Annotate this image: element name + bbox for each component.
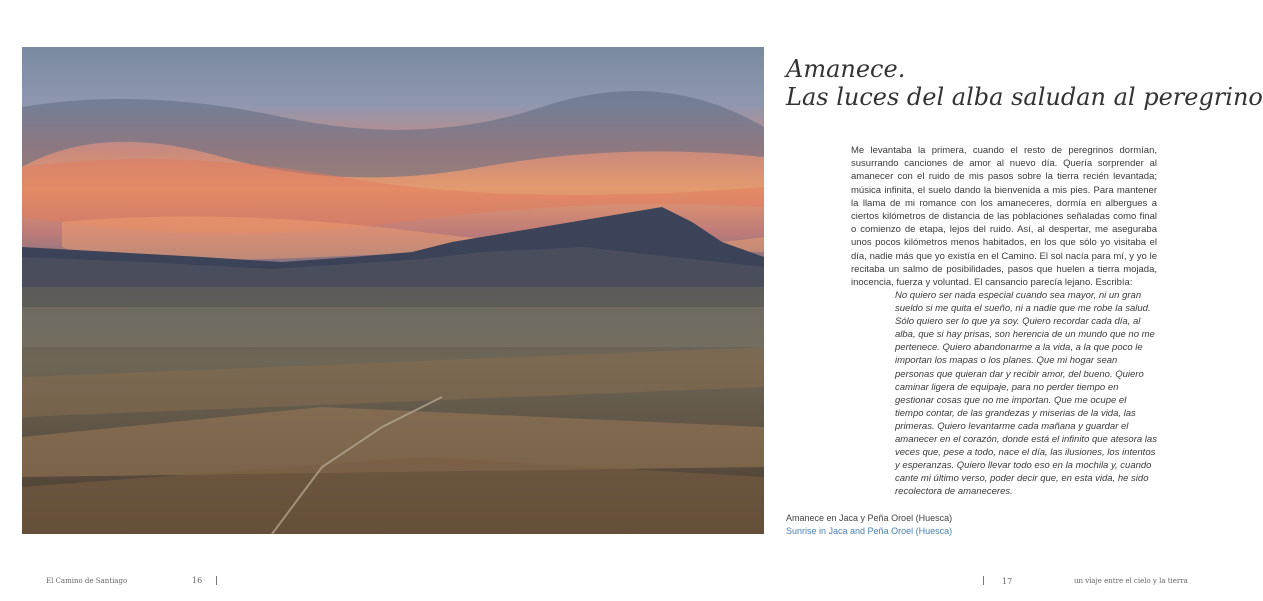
quoted-passage: No quiero ser nada especial cuando sea mayor, ni un gran sueldo si me quita el sueño, ni a nadie que me robe la salud. Sólo quiero ser lo que ya soy. Quiero recordar cada día, al alba, que si hay prisas, son herencia de un mundo que no me pertenece. Quiero abandonarme a la vida, a la que poco le importan los mapas o los planes. Que mi hogar sean personas que quieran dar y recibir amor, del bueno. Quiero caminar ligera de equipaje, para no perder tiempo en gestionar cosas que no me importan. Que me ocupe el tiempo contar, de las grandezas y miserias de la vida, las primeras. Quiero levantarme cada mañana y guardar el amanecer en el corazón, donde está el infinito que atesora las veces que, pese a todo, nace el día, las ilusiones, los intentos y esperanzas. Quiero llevar todo eso en la mochila y, cuando cante mi último verso, poder decir que, en esta vida, he sido recolectora de amaneceres. <box>895 290 1157 498</box>
landscape-photo <box>22 47 764 534</box>
body-paragraph: Me levantaba la primera, cuando el resto de peregrinos dormían, susurrando canciones de amor al nuevo día. Quería sorprender al amanecer con el ruido de mis pasos sobre la tierra recién levantada; música infinita, el suelo dando la bienvenida a mis pies. Para mantener la llama de mi romance con los amaneceres, dormía en albergues a ciertos kilómetros de distancia de las poblaciones señaladas como final o comienzo de etapa, lejos del ruido. Así, al despertar, me aseguraba unos pocos kilómetros menos habitados, en los que sólo yo visitaba el día, nadie más que yo existía en el Camino. El sol nacía para mí, y yo le recitaba un salmo de posibilidades, pasos que huelen a tierra mojada, inocencia, fuerza y voluntad. El cansancio parecía lejano. Escribía: <box>851 145 1157 289</box>
page-number-right: 17 <box>1002 577 1013 586</box>
heading-line-2: Las luces del alba saludan al peregrino <box>786 83 1263 111</box>
photo-caption <box>786 512 952 538</box>
page-number-left: 16 <box>192 576 203 585</box>
footer-book-title: El Camino de Santiago <box>46 577 128 585</box>
caption-spanish: Amanece en Jaca y Peña Oroel (Huesca) <box>786 513 953 523</box>
caption-english: Sunrise in Jaca and Peña Oroel (Huesca) <box>786 526 953 536</box>
chapter-heading <box>786 55 1263 111</box>
footer-book-subtitle: un viaje entre el cielo y la tierra <box>1074 577 1188 585</box>
heading-line-1: Amanece. <box>786 55 906 83</box>
footer-divider-left <box>216 576 217 585</box>
footer-divider-right <box>983 576 984 585</box>
